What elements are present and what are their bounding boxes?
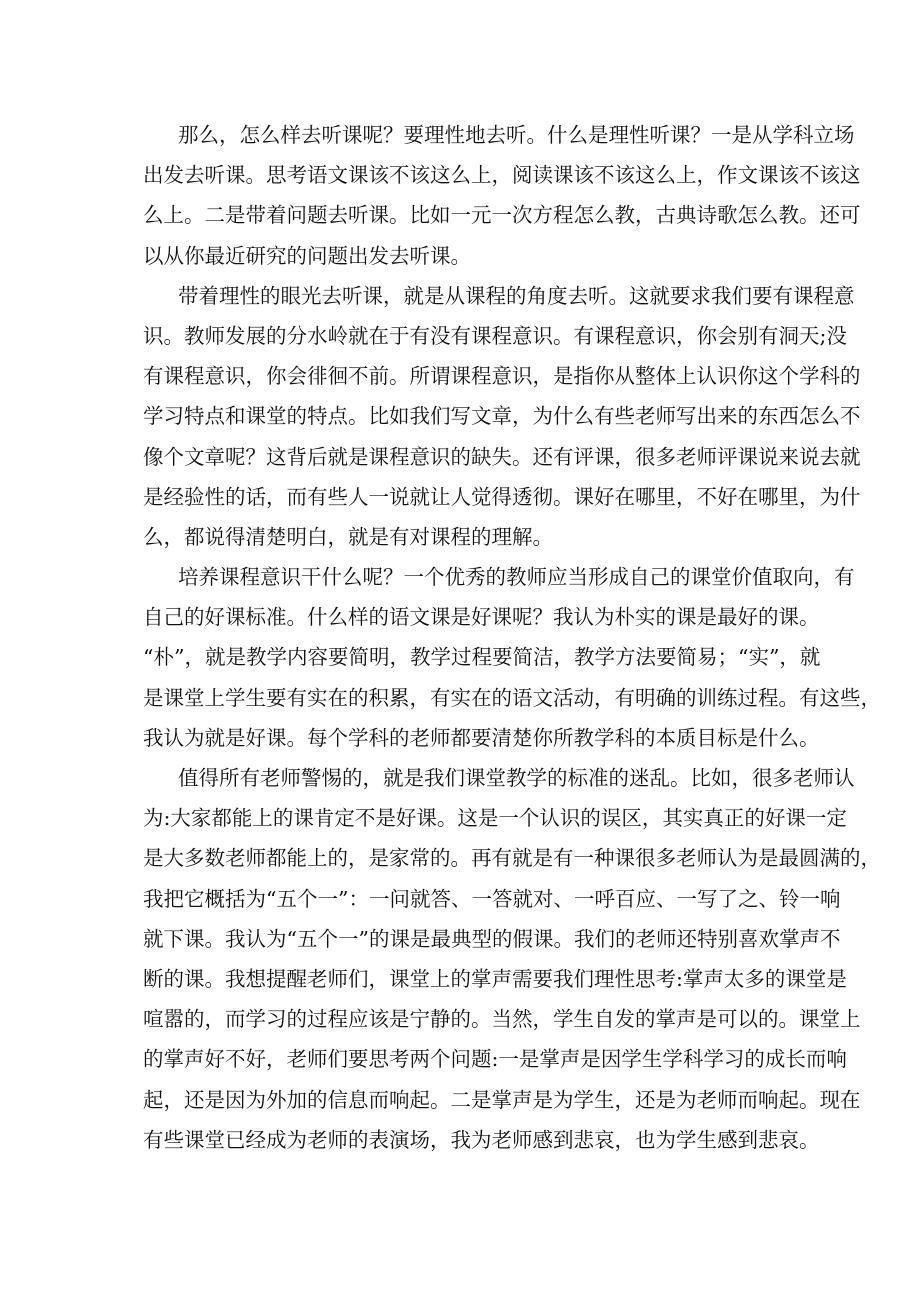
text-line: 有课程意识，你会徘徊不前。所谓课程意识，是指你从整体上认识你这个学科的 — [143, 364, 861, 389]
text-line: 的掌声好不好，老师们要思考两个问题:一是掌声是因学生学科学习的成长而响 — [143, 1047, 847, 1072]
text-line: 学习特点和课堂的特点。比如我们写文章，为什么有些老师写出来的东西怎么不 — [143, 404, 861, 429]
text-line: 我认为就是好课。每个学科的老师都要清楚你所教学科的本质目标是什么。 — [143, 725, 820, 750]
text-line: 断的课。我想提醒老师们，课堂上的掌声需要我们理性思考:掌声太多的课堂是 — [143, 966, 847, 991]
text-line: 为:大家都能上的课肯定不是好课。这是一个认识的误区，其实真正的好课一定 — [143, 806, 847, 831]
text-line: 是大多数老师都能上的，是家常的。再有就是有一种课很多老师认为是最圆满的， — [143, 846, 881, 871]
text-line: 那么，怎么样去听课呢？要理性地去听。什么是理性听课？一是从学科立场 — [178, 123, 855, 147]
text-line: 喧嚣的，而学习的过程应该是宁静的。当然，学生自发的掌声是可以的。课堂上 — [143, 1007, 861, 1032]
paragraph-3 — [143, 557, 881, 758]
text-line: 有些课堂已经成为老师的表演场，我为老师感到悲哀，也为学生感到悲哀。 — [143, 1127, 820, 1152]
text-line: 么上。二是带着问题去听课。比如一元一次方程怎么教，古典诗歌怎么教。还可 — [143, 203, 861, 228]
text-line: “朴”，就是教学内容要简明，教学过程要简洁，教学方法要简易；“实”，就 — [143, 645, 821, 670]
text-line: 起，还是因为外加的信息而响起。二是掌声是为学生，还是为老师而响起。现在 — [143, 1087, 861, 1112]
paragraph-2 — [143, 276, 861, 557]
text-line: 带着理性的眼光去听课，就是从课程的角度去听。这就要求我们要有课程意 — [178, 283, 855, 308]
text-line: 是经验性的话，而有些人一说就让人觉得透彻。课好在哪里，不好在哪里，为什 — [143, 484, 861, 509]
text-line: 自己的好课标准。什么样的语文课是好课呢？我认为朴实的课是最好的课。 — [143, 605, 820, 630]
text-line: 出发去听课。思考语文课该不该这么上，阅读课该不该这么上，作文课该不该这 — [143, 163, 861, 188]
text-line: 以从你最近研究的问题出发去听课。 — [143, 243, 471, 268]
text-line: 像个文章呢？这背后就是课程意识的缺失。还有评课，很多老师评课说来说去就 — [143, 444, 861, 469]
text-line: 就下课。我认为“五个一”的课是最典型的假课。我们的老师还特别喜欢掌声不 — [143, 926, 841, 951]
paragraph-1 — [143, 115, 861, 276]
paragraph-4 — [143, 758, 881, 1160]
text-line: 么，都说得清楚明白，就是有对课程的理解。 — [143, 524, 553, 549]
text-line: 值得所有老师警惕的，就是我们课堂教学的标准的迷乱。比如，很多老师认 — [178, 766, 855, 790]
text-line: 识。教师发展的分水岭就在于有没有课程意识。有课程意识，你会别有洞天;没 — [143, 323, 847, 348]
text-line: 培养课程意识干什么呢？一个优秀的教师应当形成自己的课堂价值取向，有 — [178, 565, 855, 590]
document-body — [143, 115, 881, 1160]
text-line: 我把它概括为“五个一”：一问就答、一答就对、一呼百应、一写了之、铃一响 — [143, 886, 841, 911]
text-line: 是课堂上学生要有实在的积累，有实在的语文活动，有明确的训练过程。有这些， — [143, 685, 881, 710]
